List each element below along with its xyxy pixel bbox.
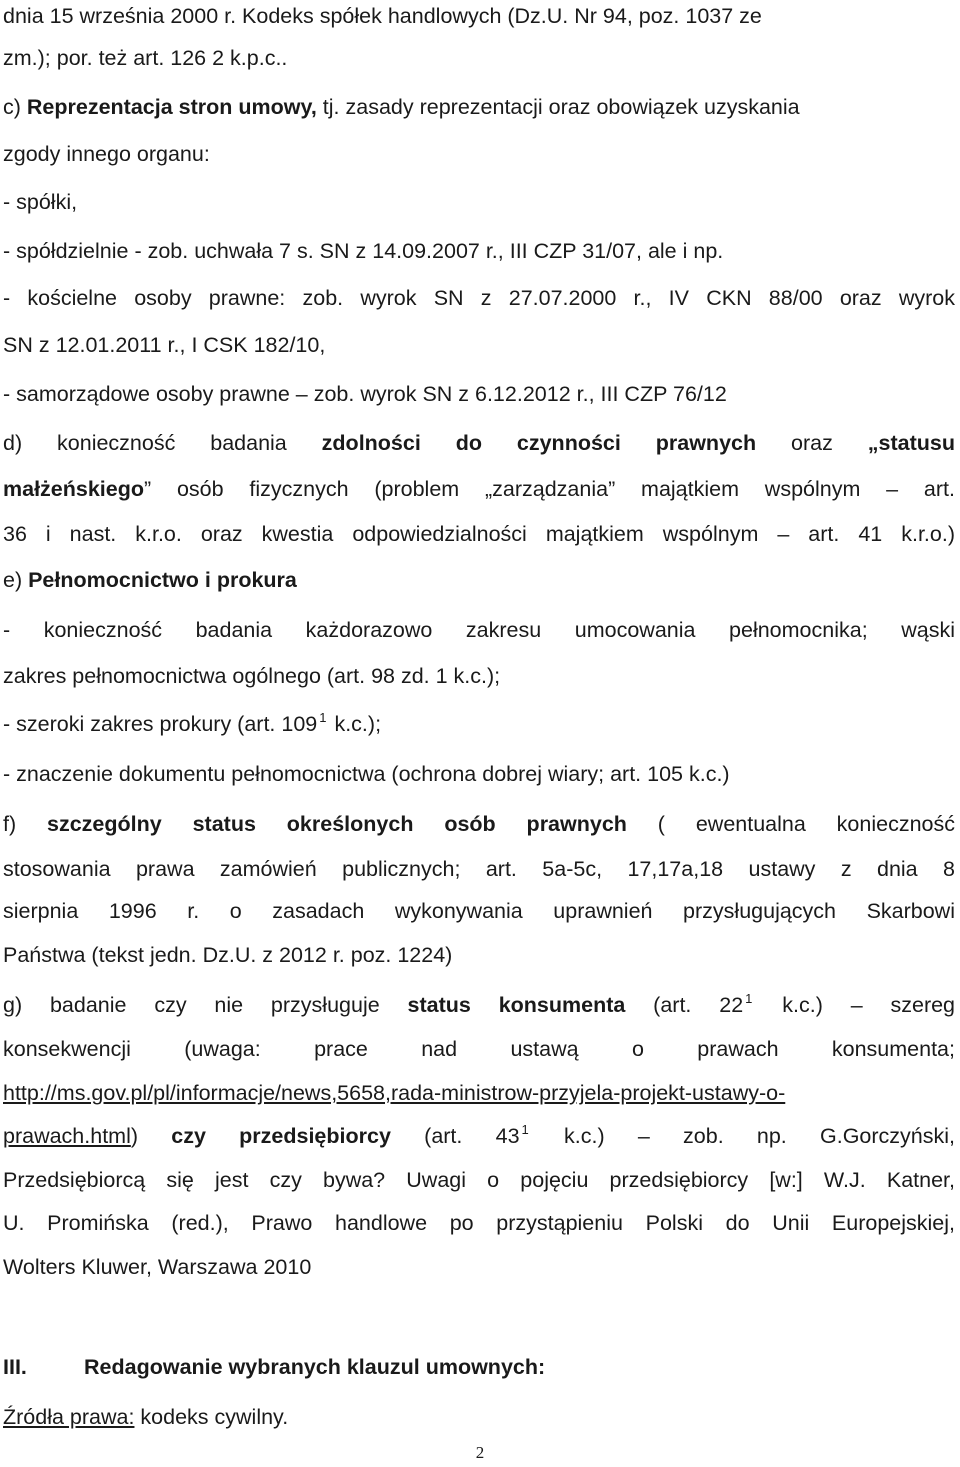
- text: stosowania prawa zamówień publicznych; art. 5a-5c, 17,17a,18 ustawy z dnia 8: [3, 857, 955, 881]
- text-line: [3, 1167, 955, 1193]
- text: - szeroki zakres prokury (art. 109: [3, 712, 318, 736]
- list-item: [3, 238, 955, 264]
- text: ” osób fizycznych (problem „zarządzania” majątkiem wspólnym – art.: [144, 477, 955, 501]
- bold-phrase: zdolności do czynności prawnych: [321, 431, 757, 455]
- text: (art. 43: [390, 1124, 520, 1148]
- text: 36 i nast. k.r.o. oraz kwestia odpowiedzialności majątkiem wspólnym – art. 41 k.r.o.): [3, 522, 955, 546]
- text-line: [3, 3, 955, 29]
- ms-gov-link[interactable]: http://ms.gov.pl/pl/informacje/news,5658,rada-ministrow-przyjela-projekt-ustawy-o-: [3, 1081, 786, 1105]
- list-item: [3, 711, 955, 740]
- text: k.c.);: [328, 712, 382, 736]
- list-item: [3, 189, 955, 215]
- text-line: [3, 94, 955, 120]
- text: zgody innego organu:: [3, 142, 210, 166]
- ms-gov-link-continued[interactable]: prawach.html: [3, 1124, 131, 1148]
- text: zakres pełnomocnictwa ogólnego (art. 98 zd. 1 k.c.);: [3, 664, 501, 688]
- bold-phrase: status konsumenta: [407, 993, 626, 1017]
- page-number: 2: [475, 1443, 485, 1462]
- text: k.c.) – szereg: [754, 993, 956, 1017]
- text-line: [3, 1210, 955, 1236]
- section-title: Redagowanie wybranych klauzul umownych:: [84, 1355, 546, 1379]
- text-line: [3, 856, 955, 882]
- heading-representation: Reprezentacja stron umowy,: [26, 95, 317, 119]
- text-line: [3, 1036, 955, 1062]
- text: sierpnia 1996 r. o zasadach wykonywania uprawnień przysługujących Skarbowi: [3, 899, 955, 923]
- section-number: III.: [3, 1355, 27, 1379]
- text: dnia 15 września 2000 r. Kodeks spółek handlowych (Dz.U. Nr 94, poz. 1037 ze: [3, 4, 762, 28]
- text: tj. zasady reprezentacji oraz obowiązek uzyskania: [316, 95, 800, 119]
- list-item: [3, 761, 955, 787]
- bold-phrase: czy przedsiębiorcy: [171, 1124, 391, 1148]
- text: SN z 12.01.2011 r., I CSK 182/10,: [3, 333, 326, 357]
- text-line: [3, 1123, 955, 1152]
- sources-line: [3, 1404, 955, 1430]
- text: - kościelne osoby prawne: zob. wyrok SN z 27.07.2000 r., IV CKN 88/00 oraz wyrok: [3, 286, 955, 310]
- text: - znaczenie dokumentu pełnomocnictwa (ochrona dobrej wiary; art. 105 k.c.): [3, 762, 730, 786]
- sources-label: Źródła prawa:: [3, 1405, 135, 1429]
- list-item: [3, 285, 955, 311]
- text-line: [3, 898, 955, 924]
- text: Wolters Kluwer, Warszawa 2010: [3, 1255, 312, 1279]
- text: c): [3, 95, 27, 119]
- superscript: 1: [745, 991, 753, 1006]
- text: 2 k.p.c..: [212, 46, 288, 70]
- sources-text: kodeks cywilny.: [134, 1405, 289, 1429]
- text-line: [3, 521, 955, 547]
- superscript: 1: [521, 1122, 529, 1137]
- text-line: [3, 567, 955, 593]
- text: oraz: [756, 431, 868, 455]
- text: f): [3, 812, 48, 836]
- bold-phrase: małżeńskiego: [3, 477, 144, 501]
- bold-phrase: „statusu: [867, 431, 955, 455]
- text-line: [3, 1254, 955, 1280]
- text-line: [3, 1080, 955, 1106]
- text: Przedsiębiorcą się jest czy bywa? Uwagi o pojęciu przedsiębiorcy [w:] W.J. Katner,: [3, 1168, 955, 1192]
- text: (art. 22: [625, 993, 744, 1017]
- text-line: [3, 141, 955, 167]
- list-item: [3, 381, 955, 407]
- text: - samorządowe osoby prawne – zob. wyrok SN z 6.12.2012 r., III CZP 76/12: [3, 382, 727, 406]
- text-line: [3, 942, 955, 968]
- text: e): [3, 568, 29, 592]
- bold-phrase: szczególny status określonych osób prawnych: [47, 812, 627, 836]
- text: U. Promińska (red.), Prawo handlowe po przystąpieniu Polski do Unii Europejskiej,: [3, 1211, 955, 1235]
- text: d) konieczność badania: [3, 431, 322, 455]
- text: zm.); por. też art. 126: [3, 46, 213, 70]
- superscript: 1: [319, 710, 327, 725]
- text-line: [3, 811, 955, 837]
- text-line: [3, 992, 955, 1021]
- text: ): [130, 1124, 172, 1148]
- text-line: [3, 663, 955, 689]
- text: - konieczność badania każdorazowo zakresu umocowania pełnomocnika; wąski: [3, 618, 955, 642]
- text: k.c.) – zob. np. G.Gorczyński,: [530, 1124, 956, 1148]
- text: konsekwencji (uwaga: prace nad ustawą o prawach konsumenta;: [3, 1037, 955, 1061]
- text: g) badanie czy nie przysługuje: [3, 993, 408, 1017]
- text-line: [3, 45, 955, 71]
- text-line: [3, 430, 955, 456]
- list-item: [3, 617, 955, 643]
- text: Państwa (tekst jedn. Dz.U. z 2012 r. poz. 1224): [3, 943, 453, 967]
- text: - spółdzielnie - zob. uchwała 7 s. SN z 14.09.2007 r., III CZP 31/07, ale i np.: [3, 239, 724, 263]
- text: ( ewentualna konieczność: [626, 812, 955, 836]
- text-line: [3, 332, 955, 358]
- heading-power-of-attorney: Pełnomocnictwo i prokura: [28, 568, 297, 592]
- text-line: [3, 476, 955, 502]
- text: - spółki,: [3, 190, 78, 214]
